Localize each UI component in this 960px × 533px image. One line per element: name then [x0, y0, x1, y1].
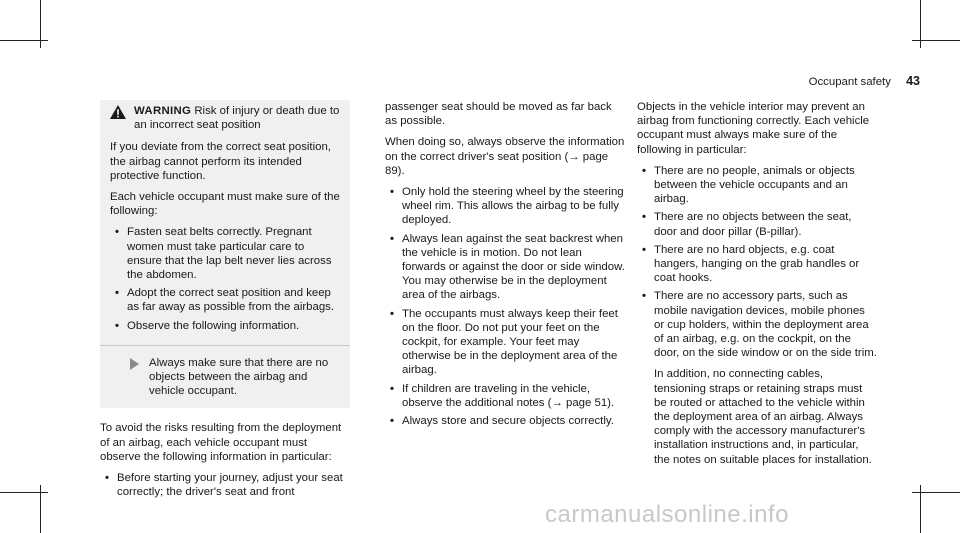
- paragraph: Objects in the vehicle interior may prevent an airbag from functioning correctly. Each vehicle occupant must always make sure of the following in particular:: [637, 101, 870, 156]
- crop-mark: [0, 40, 48, 41]
- list-item: • Adopt the correct seat position and keep as far away as possible from the airbags.: [110, 286, 340, 314]
- crop-mark: [0, 492, 48, 493]
- bullet-list: [385, 185, 625, 428]
- warning-intro: If you deviate from the correct seat position, the airbag cannot perform its intended protective function.: [110, 141, 331, 182]
- paragraph: When doing so, always observe the information on the correct driver's seat position (→ page 89).: [385, 136, 625, 177]
- column-3: [637, 100, 877, 474]
- warning-header: [110, 104, 340, 132]
- warning-list: [110, 225, 340, 332]
- paragraph: To avoid the risks resulting from the deployment of an airbag, each vehicle occupant must observe the following information in particular:: [100, 422, 342, 463]
- page-header: [809, 74, 920, 89]
- warning-heading: Risk of injury or death due to an incorrect seat position: [134, 105, 340, 132]
- column-1: [100, 100, 350, 506]
- warning-box: [100, 100, 350, 408]
- warning-triangle-icon: [110, 105, 126, 119]
- warning-lead: Each vehicle occupant must make sure of the following:: [110, 191, 340, 218]
- column-2: [385, 100, 625, 435]
- list-item: • Fasten seat belts correctly. Pregnant women must take particular care to ensure that the lap belt never lies across the abdomen.: [110, 225, 340, 282]
- page-number: 43: [906, 74, 920, 88]
- warning-title: WARNING: [134, 105, 192, 117]
- list-item: • Observe the following information.: [110, 319, 340, 333]
- list-item: • Only hold the steering wheel by the steering wheel rim. This allows the airbag to be fully deployed.: [385, 185, 625, 228]
- list-item: • There are no accessory parts, such as mobile navigation devices, mobile phones or cup holders, within the deployment area of an airbag, e.g. on the cockpit, on the door, on the side window or on the side trim.: [637, 289, 877, 360]
- list-item: • The occupants must always keep their feet on the floor. Do not put your feet on the cockpit, for example. Your feet may otherwise be in the deployment area of the airbag.: [385, 307, 625, 378]
- note-row: [110, 356, 340, 399]
- crop-mark: [912, 40, 960, 41]
- list-item: • There are no objects between the seat, door and door pillar (B-pillar).: [637, 210, 877, 238]
- list-item: • There are no people, animals or objects between the vehicle occupants and an airbag.: [637, 164, 877, 207]
- section-title: Occupant safety: [808, 76, 891, 88]
- note-arrow-icon: [130, 358, 139, 370]
- divider: [100, 345, 350, 346]
- watermark: carmanualsonline.info: [545, 501, 789, 528]
- crop-mark: [912, 492, 960, 493]
- list-item: • Before starting your journey, adjust your seat correctly; the driver's seat and front: [100, 471, 350, 499]
- list-item: • Always store and secure objects correctly.: [385, 414, 625, 428]
- list-item: • Always lean against the seat backrest when the vehicle is in motion. Do not lean forwards or against the door or side window. You may otherwise be in the deployment area of the airbags.: [385, 232, 625, 303]
- bullet-list: [100, 471, 350, 499]
- list-item: • If children are traveling in the vehicle, observe the additional notes (→ page 51).: [385, 382, 625, 410]
- bullet-list: [637, 164, 877, 361]
- paragraph: In addition, no connecting cables, tensioning straps or retaining straps must be routed or attached to the vehicle within the deployment area of an airbag. Always comply with the accessory manufacturer's installation instructions and, in particular, the notes on suitable places for installation.: [654, 368, 872, 466]
- paragraph: passenger seat should be moved as far back as possible.: [385, 101, 612, 128]
- warning-note: Always make sure that there are no objects between the airbag and vehicle occupant.: [149, 356, 329, 398]
- list-item: • There are no hard objects, e.g. coat hangers, hanging on the grab handles or coat hooks.: [637, 243, 877, 286]
